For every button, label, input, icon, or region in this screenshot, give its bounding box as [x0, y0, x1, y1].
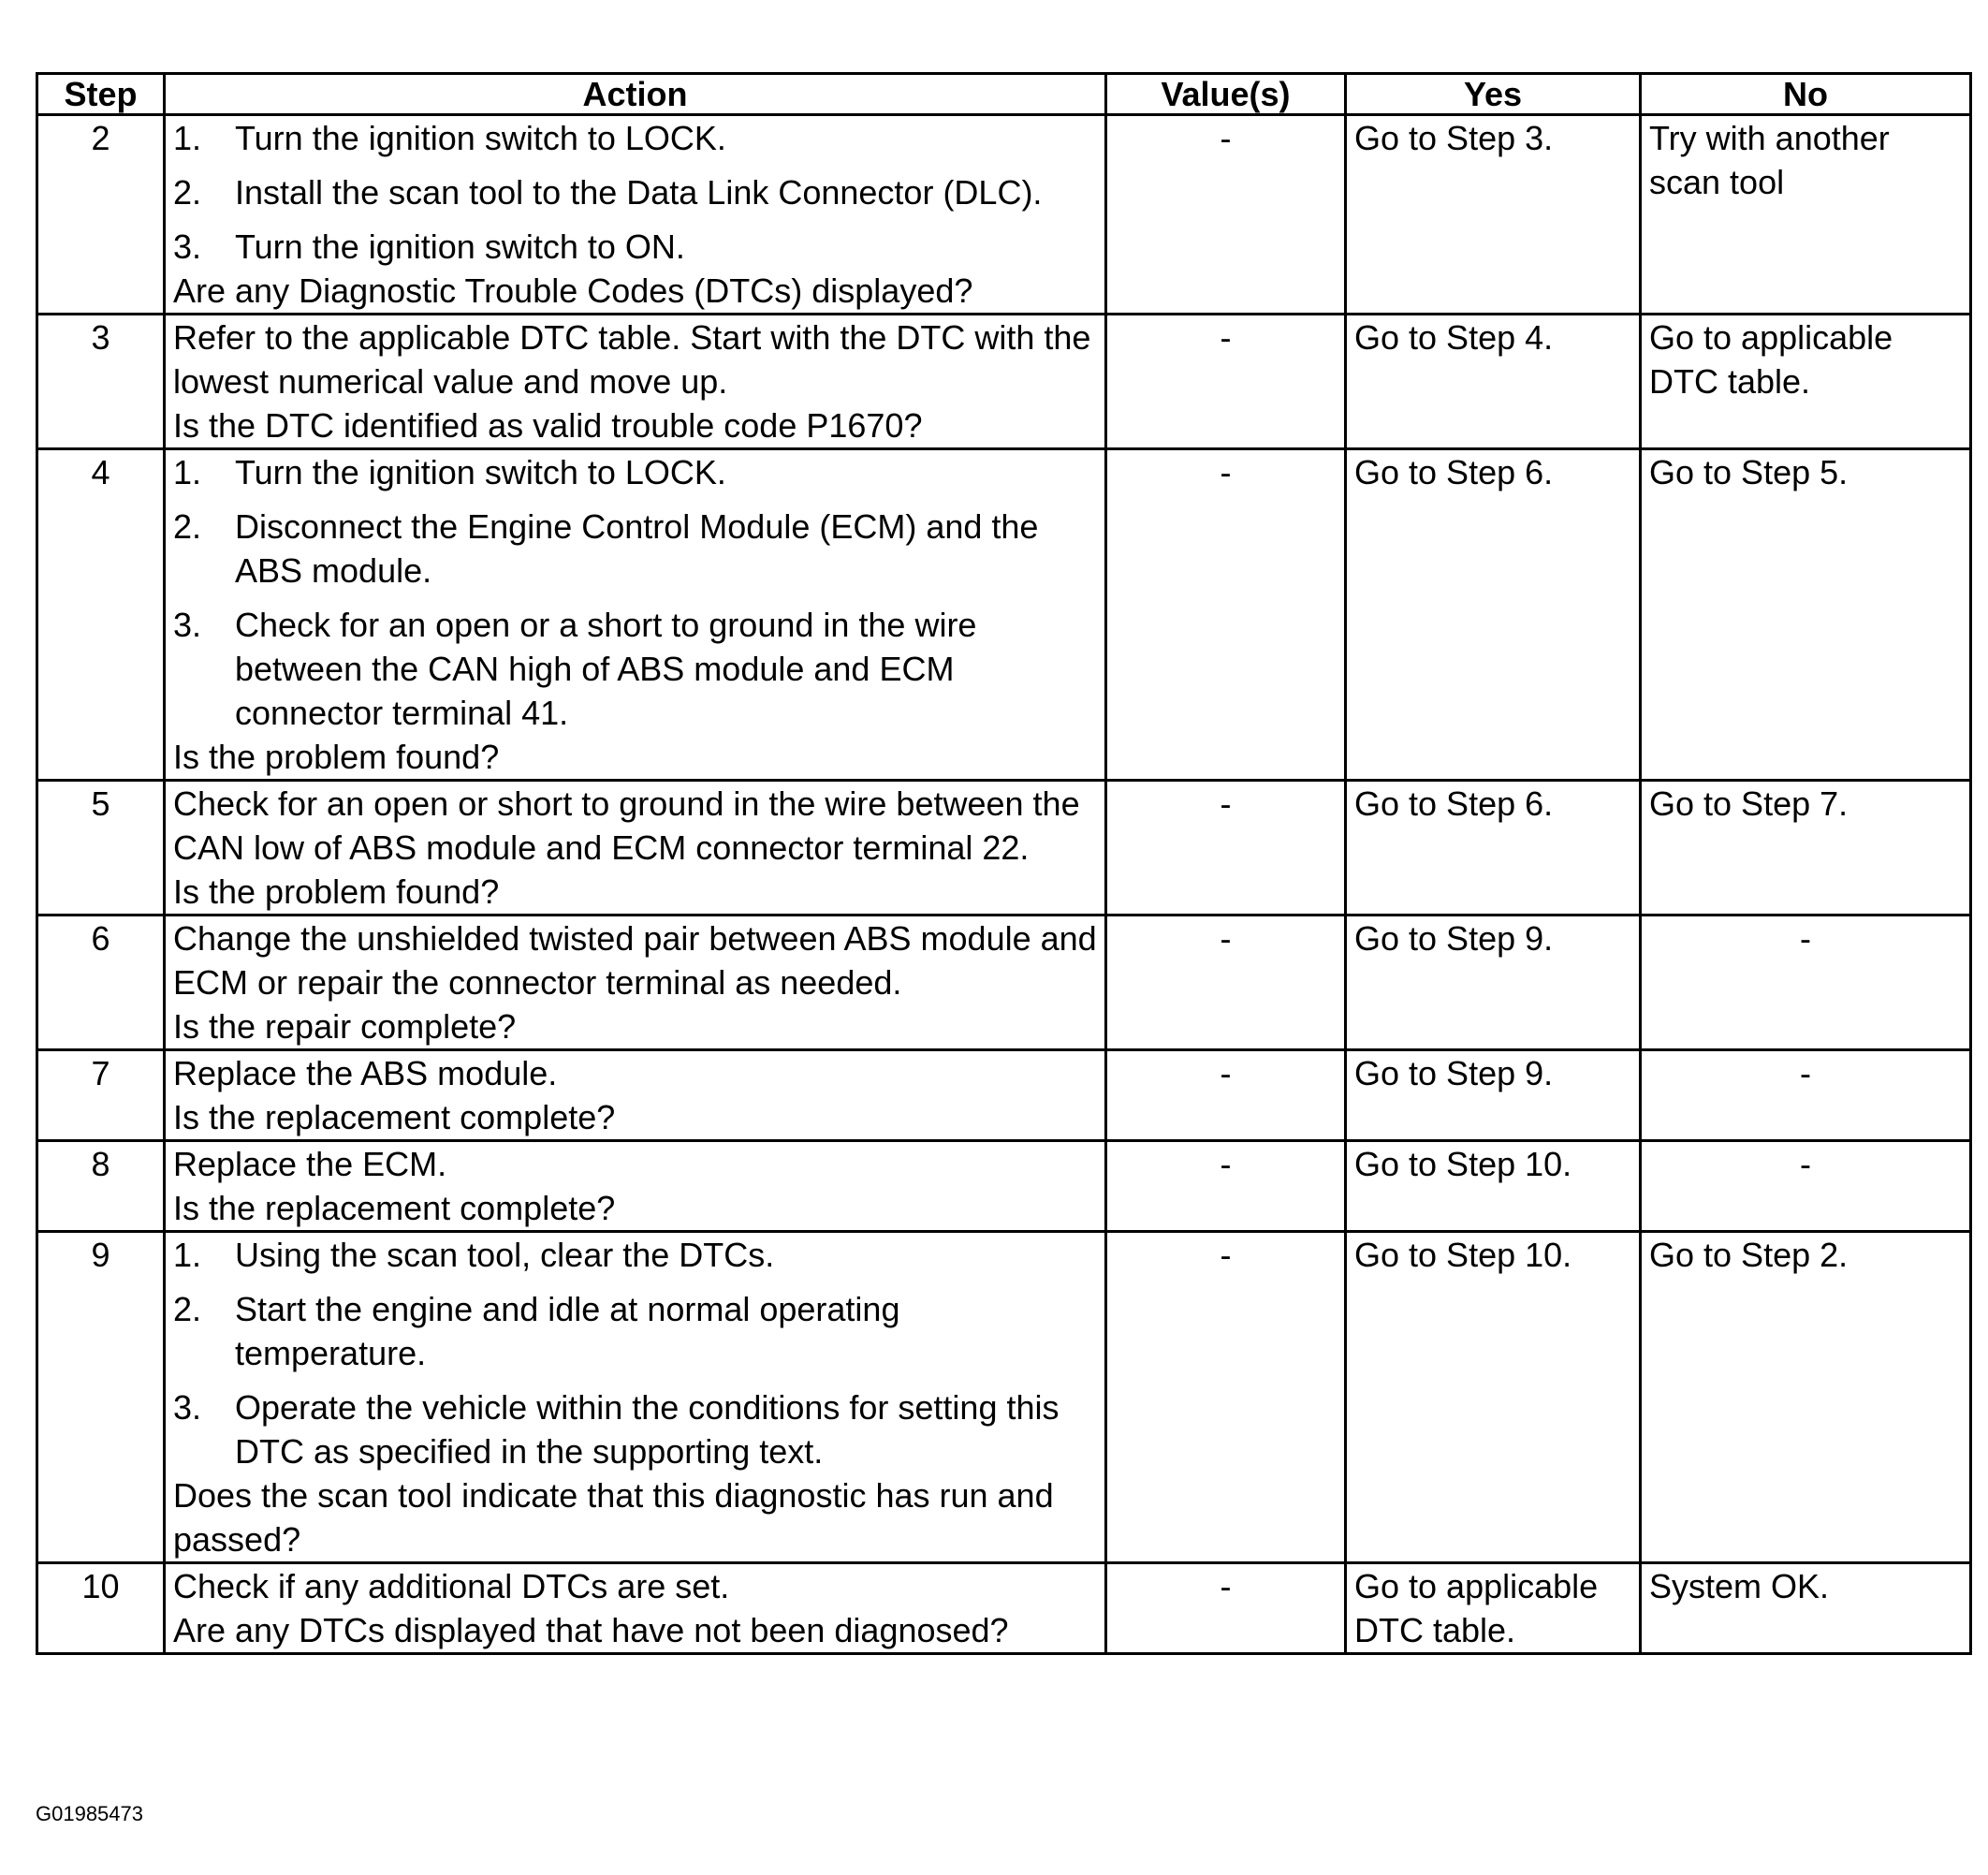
action-step-number: 3.: [173, 606, 202, 644]
value-cell: -: [1106, 449, 1346, 781]
value-cell: -: [1106, 115, 1346, 315]
action-step-number: 2.: [173, 173, 202, 212]
value-cell: -: [1106, 1232, 1346, 1563]
action-cell: [165, 1050, 1106, 1141]
table-row: [37, 1050, 1971, 1141]
action-step-item: [173, 505, 1097, 593]
step-cell: 7: [37, 1050, 165, 1141]
step-cell: 5: [37, 781, 165, 916]
action-step-item: [173, 170, 1097, 214]
yes-cell: Go to Step 10.: [1346, 1232, 1641, 1563]
step-cell: 8: [37, 1141, 165, 1232]
action-step-item: [173, 225, 1097, 269]
no-cell: -: [1641, 1141, 1971, 1232]
action-step-text: Check for an open or a short to ground in the wire between the CAN high of ABS module and ECM connector terminal 41.: [235, 606, 977, 732]
action-step-text: Using the scan tool, clear the DTCs.: [235, 1236, 775, 1274]
table-header-row: [37, 74, 1971, 115]
table-row: [37, 315, 1971, 449]
action-step-item: [173, 1233, 1097, 1277]
action-question: Refer to the applicable DTC table. Start with the DTC with the lowest numerical value and move up. Is the DTC identified as valid trouble code P1670?: [173, 318, 1091, 445]
action-question: Check if any additional DTCs are set. Are any DTCs displayed that have not been diagnosed?: [173, 1567, 1009, 1649]
action-step-number: 3.: [173, 1388, 202, 1427]
step-cell: 10: [37, 1563, 165, 1654]
action-cell: [165, 1563, 1106, 1654]
action-step-number: 2.: [173, 507, 202, 546]
action-cell: [165, 916, 1106, 1050]
action-question: Is the problem found?: [173, 738, 500, 776]
step-cell: 4: [37, 449, 165, 781]
action-step-text: Start the engine and idle at normal operating temperature.: [235, 1290, 900, 1372]
step-cell: 6: [37, 916, 165, 1050]
value-cell: -: [1106, 916, 1346, 1050]
action-step-number: 3.: [173, 227, 202, 266]
table-row: [37, 1563, 1971, 1654]
value-cell: -: [1106, 1141, 1346, 1232]
value-cell: -: [1106, 781, 1346, 916]
header-values: Value(s): [1106, 74, 1346, 115]
no-cell: -: [1641, 916, 1971, 1050]
diagnostic-table: [36, 72, 1972, 1655]
action-step-text: Operate the vehicle within the conditions for setting this DTC as specified in the supporting text.: [235, 1388, 1060, 1471]
action-step-item: [173, 1385, 1097, 1473]
no-cell: -: [1641, 1050, 1971, 1141]
action-step-text: Turn the ignition switch to LOCK.: [235, 119, 726, 157]
action-cell: [165, 1141, 1106, 1232]
header-action: Action: [165, 74, 1106, 115]
no-cell: Go to Step 7.: [1641, 781, 1971, 916]
step-cell: 2: [37, 115, 165, 315]
yes-cell: Go to Step 9.: [1346, 1050, 1641, 1141]
action-step-number: 1.: [173, 1236, 202, 1274]
value-cell: -: [1106, 315, 1346, 449]
table-row: [37, 916, 1971, 1050]
yes-cell: Go to applicable DTC table.: [1346, 1563, 1641, 1654]
action-step-text: Disconnect the Engine Control Module (ECM) and the ABS module.: [235, 507, 1039, 590]
action-step-item: [173, 1287, 1097, 1375]
action-step-number: 2.: [173, 1290, 202, 1328]
no-cell: Go to Step 5.: [1641, 449, 1971, 781]
table-row: [37, 449, 1971, 781]
action-step-item: [173, 116, 1097, 160]
table-body: [37, 115, 1971, 1654]
figure-id: G01985473: [36, 1802, 143, 1825]
action-step-item: [173, 450, 1097, 494]
no-cell: System OK.: [1641, 1563, 1971, 1654]
header-no: No: [1641, 74, 1971, 115]
action-question: Replace the ABS module. Is the replacement complete?: [173, 1054, 616, 1136]
action-step-number: 1.: [173, 453, 202, 491]
action-cell: [165, 115, 1106, 315]
table-row: [37, 781, 1971, 916]
header-step: Step: [37, 74, 165, 115]
yes-cell: Go to Step 3.: [1346, 115, 1641, 315]
action-question: Does the scan tool indicate that this diagnostic has run and passed?: [173, 1476, 1054, 1559]
action-step-text: Install the scan tool to the Data Link Connector (DLC).: [235, 173, 1043, 212]
table-row: [37, 1232, 1971, 1563]
header-yes: Yes: [1346, 74, 1641, 115]
action-step-text: Turn the ignition switch to ON.: [235, 227, 685, 266]
action-question: Check for an open or short to ground in the wire between the CAN low of ABS module and ECM connector terminal 22. Is the problem found?: [173, 784, 1080, 911]
yes-cell: Go to Step 6.: [1346, 449, 1641, 781]
action-cell: [165, 781, 1106, 916]
yes-cell: Go to Step 6.: [1346, 781, 1641, 916]
no-cell: Go to applicable DTC table.: [1641, 315, 1971, 449]
action-cell: [165, 315, 1106, 449]
no-cell: Go to Step 2.: [1641, 1232, 1971, 1563]
step-cell: 3: [37, 315, 165, 449]
action-step-number: 1.: [173, 119, 202, 157]
table-row: [37, 1141, 1971, 1232]
action-question: Change the unshielded twisted pair between ABS module and ECM or repair the connector terminal as needed. Is the repair complete?: [173, 919, 1097, 1046]
step-cell: 9: [37, 1232, 165, 1563]
action-cell: [165, 1232, 1106, 1563]
action-cell: [165, 449, 1106, 781]
yes-cell: Go to Step 9.: [1346, 916, 1641, 1050]
no-cell: Try with another scan tool: [1641, 115, 1971, 315]
action-step-item: [173, 603, 1097, 735]
value-cell: -: [1106, 1050, 1346, 1141]
action-question: Replace the ECM. Is the replacement complete?: [173, 1145, 616, 1227]
value-cell: -: [1106, 1563, 1346, 1654]
yes-cell: Go to Step 10.: [1346, 1141, 1641, 1232]
action-question: Are any Diagnostic Trouble Codes (DTCs) displayed?: [173, 271, 973, 310]
action-step-text: Turn the ignition switch to LOCK.: [235, 453, 726, 491]
yes-cell: Go to Step 4.: [1346, 315, 1641, 449]
table-row: [37, 115, 1971, 315]
